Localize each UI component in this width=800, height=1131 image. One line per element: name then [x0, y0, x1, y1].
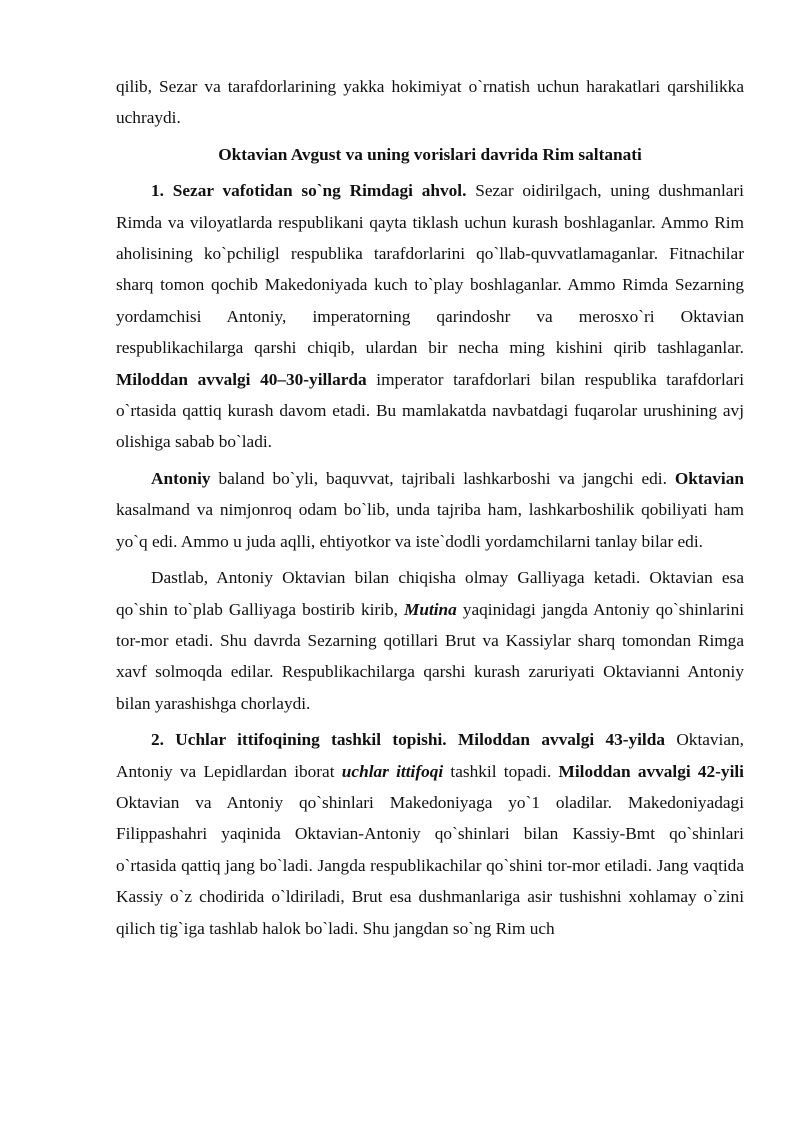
text-run: baland bo`yli, baquvvat, tajribali lashkarboshi va jangchi edi.: [210, 468, 675, 488]
bold-date: Miloddan avvalgi 42-yili: [558, 761, 744, 781]
text-run: Dastlab, Antoniy Oktavian bilan chiqisha olmay Galliyaga ketadi. Oktavian esa qo`shin to`plab Galliyaga bostirib kirib,: [116, 568, 744, 619]
paragraph-galliya: [116, 562, 744, 719]
text-run: qilib, Sezar va tarafdorlarining yakka hokimiyat o`rnatish uchun harakatlari qarshilikka uchraydi.: [116, 77, 744, 128]
paragraph-continuation: [116, 71, 744, 134]
bold-date: Miloddan avvalgi 43-yilda: [446, 730, 665, 750]
subsection-title: 1. Sezar vafotidan so`ng Rimdagi ahvol.: [151, 181, 467, 201]
paragraph-sezar-vafoti: [116, 175, 744, 458]
text-run: Sezar oidirilgach, uning dushmanlari Rimda va viloyatlarda respublikani qayta tiklash uchun kurash boshlaganlar. Ammo Rim aholisining ko`pchiligl respublika tarafdorlarini qo`llab-quvvatlamaganlar. Fitnachilar sharq tomon qochib Makedoniyada kuch to`play boshlaganlar. Ammo Rimda Sezarning yordamchisi Antoniy, imperatorning qarindoshr va merosxo`ri Oktavian respublikachilarga qarshi chiqib, ulardan bir necha ming kishini qirib tashlaganlar.: [116, 181, 744, 358]
text-run: Oktavian va Antoniy qo`shinlari Makedoniyaga yo`1 oladilar. Makedoniyadagi Filippashahri yaqinida Oktavian-Antoniy qo`shinlari bilan Kassiy-Bmt qo`shinlari o`rtasida qattiq jang bo`ladi. Jangda respublikachilar qo`shini tor-mor etiladi. Jang vaqtida Kassiy o`z chodirida o`ldiriladi, Brut esa dushmanlariga asir tushishni xohlamay o`zini qilich tig`iga tashlab halok bo`ladi. Shu jangdan so`ng Rim uch: [116, 792, 744, 938]
subsection-title: 2. Uchlar ittifoqining tashkil topishi.: [151, 730, 447, 750]
bold-italic-term: uchlar ittifoqi: [341, 761, 444, 781]
text-run: Oktavian, Antoniy va Lepidlardan iborat: [116, 730, 744, 781]
text-run: imperator tarafdorlari bilan respublika tarafdorlari o`rtasida qattiq kurash davom etadi. Bu mamlakatda navbatdagi fuqarolar urushining avj olishiga sabab bo`ladi.: [116, 369, 744, 452]
section-heading: Oktavian Avgust va uning vorislari davrida Rim saltanati: [218, 144, 642, 164]
bold-date: Miloddan avvalgi 40–30-yillarda: [116, 369, 367, 389]
bold-italic-place: Mutina: [403, 599, 457, 619]
bold-name: Oktavian: [674, 468, 744, 488]
paragraph-uchlar-ittifoqi: [116, 724, 744, 944]
paragraph-antoniy-oktavian: [116, 463, 744, 557]
bold-name: Antoniy: [151, 468, 211, 488]
text-run: kasalmand va nimjonroq odam bo`lib, unda tajriba ham, lashkarboshilik qobiliyati ham yo`q edi. Ammo u juda aqlli, ehtiyotkor va iste`dodli yordamchilarni tanlay bilar edi.: [116, 500, 744, 551]
text-run: tashkil topadi.: [443, 761, 559, 781]
text-run: yaqinidagi jangda Antoniy qo`shinlarini tor-mor etadi. Shu davrda Sezarning qotillari Brut va Kassiylar sharq tomondan Rimga xavf solmoqda edilar. Respublikachilarga qarshi kurash zaruriyati Oktavianni Antoniy bilan yarashishga chorlaydi.: [116, 599, 745, 713]
